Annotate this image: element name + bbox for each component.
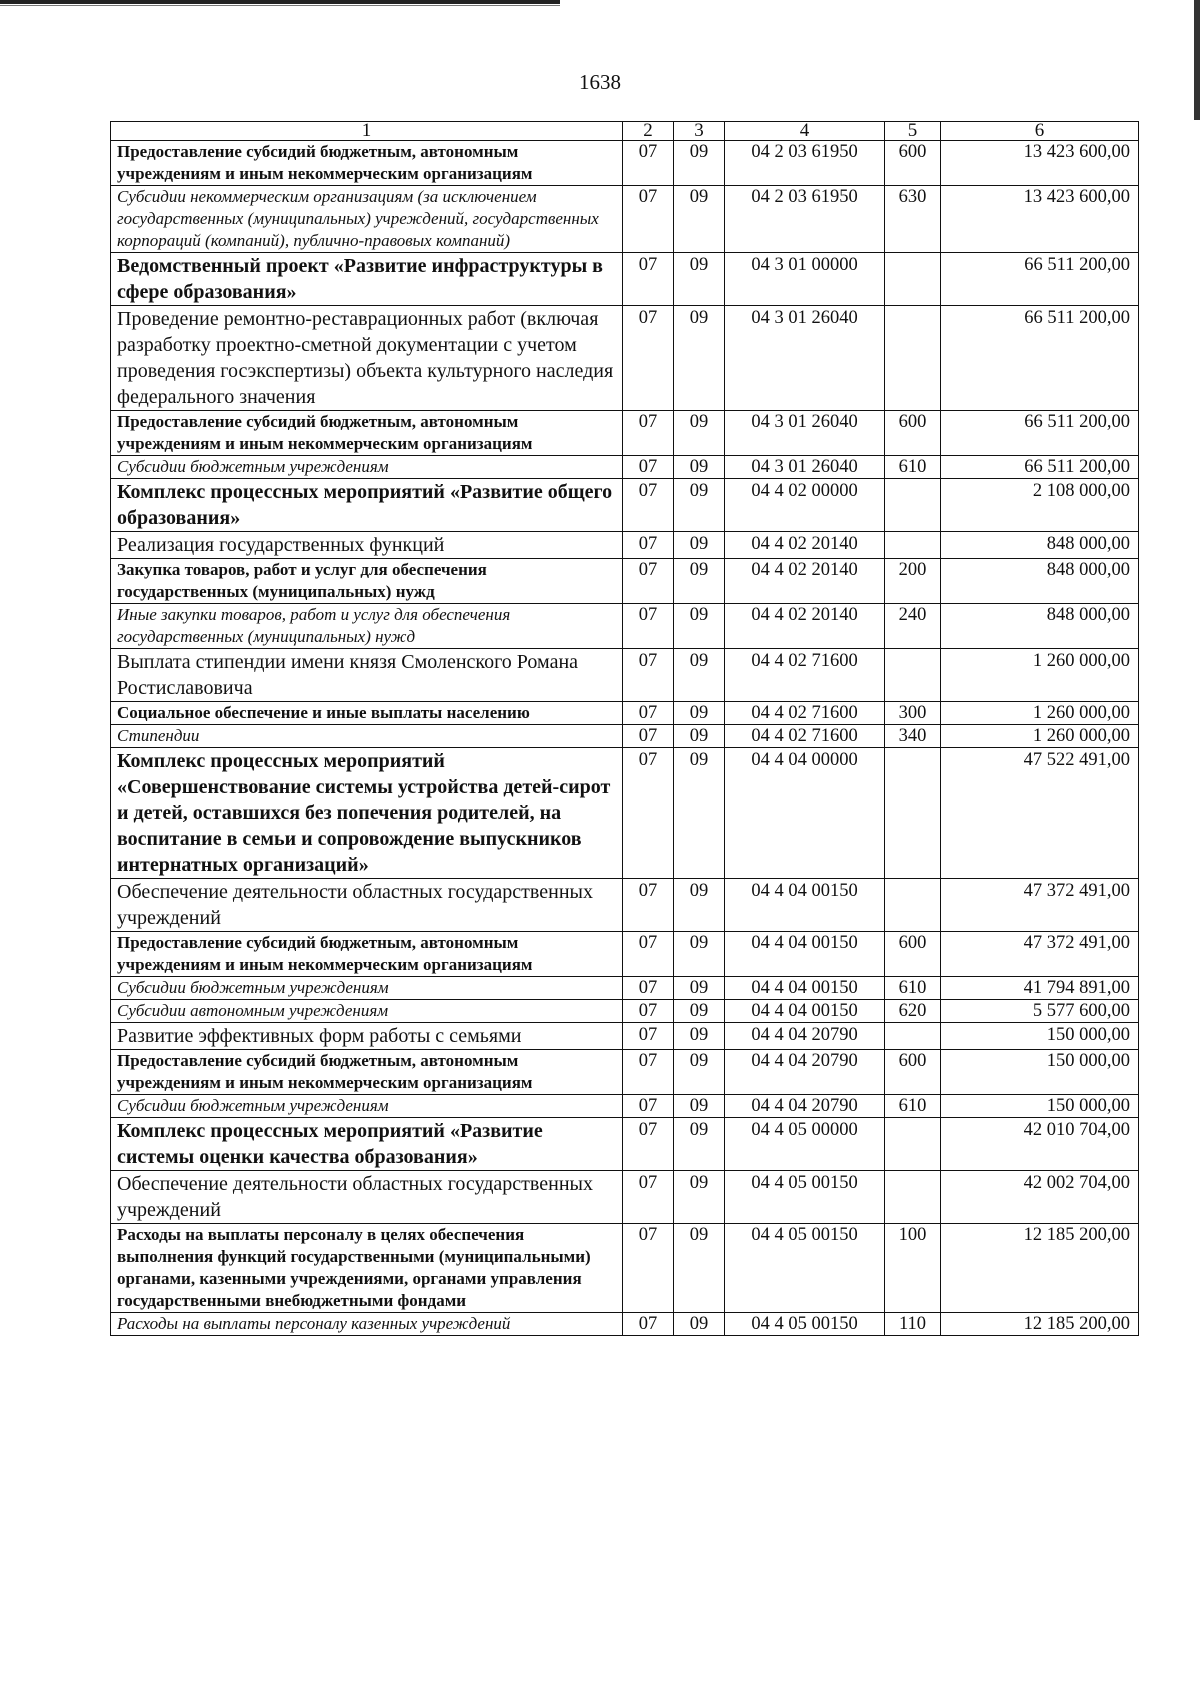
row-name: Субсидии бюджетным учреждениям xyxy=(111,977,623,1000)
table-row xyxy=(111,748,1139,879)
row-name: Комплекс процессных мероприятий «Развитие общего образования» xyxy=(111,479,623,532)
row-target-article: 04 4 02 71600 xyxy=(725,725,885,748)
row-name: Обеспечение деятельности областных государственных учреждений xyxy=(111,879,623,932)
row-section: 07 xyxy=(623,253,674,306)
row-amount: 66 511 200,00 xyxy=(941,306,1139,411)
row-amount: 848 000,00 xyxy=(941,559,1139,604)
row-amount: 13 423 600,00 xyxy=(941,141,1139,186)
row-amount: 66 511 200,00 xyxy=(941,456,1139,479)
row-subsection: 09 xyxy=(674,702,725,725)
row-subsection: 09 xyxy=(674,306,725,411)
table-row xyxy=(111,1224,1139,1313)
row-target-article: 04 4 04 20790 xyxy=(725,1023,885,1050)
row-amount: 47 372 491,00 xyxy=(941,879,1139,932)
row-section: 07 xyxy=(623,977,674,1000)
row-expense-type xyxy=(885,1118,941,1171)
scan-edge-top xyxy=(0,0,560,4)
row-amount: 66 511 200,00 xyxy=(941,411,1139,456)
row-target-article: 04 2 03 61950 xyxy=(725,141,885,186)
row-target-article: 04 4 04 20790 xyxy=(725,1050,885,1095)
row-section: 07 xyxy=(623,702,674,725)
row-expense-type: 610 xyxy=(885,977,941,1000)
table-row xyxy=(111,532,1139,559)
table-row xyxy=(111,479,1139,532)
table-row xyxy=(111,1313,1139,1336)
row-section: 07 xyxy=(623,725,674,748)
table-row xyxy=(111,253,1139,306)
row-target-article: 04 2 03 61950 xyxy=(725,186,885,253)
row-subsection: 09 xyxy=(674,1095,725,1118)
row-section: 07 xyxy=(623,141,674,186)
row-name: Обеспечение деятельности областных государственных учреждений xyxy=(111,1171,623,1224)
row-subsection: 09 xyxy=(674,411,725,456)
row-amount: 1 260 000,00 xyxy=(941,649,1139,702)
row-target-article: 04 4 04 00150 xyxy=(725,977,885,1000)
header-col-1: 1 xyxy=(111,122,623,141)
row-section: 07 xyxy=(623,456,674,479)
row-subsection: 09 xyxy=(674,649,725,702)
table-row xyxy=(111,977,1139,1000)
row-subsection: 09 xyxy=(674,479,725,532)
row-target-article: 04 3 01 26040 xyxy=(725,306,885,411)
row-target-article: 04 4 02 20140 xyxy=(725,559,885,604)
row-subsection: 09 xyxy=(674,1050,725,1095)
row-name: Субсидии некоммерческим организациям (за исключением государственных (муниципальных) учреждений, государственных корпораций (компаний), публично-правовых компаний) xyxy=(111,186,623,253)
row-section: 07 xyxy=(623,932,674,977)
row-amount: 150 000,00 xyxy=(941,1023,1139,1050)
row-section: 07 xyxy=(623,1171,674,1224)
row-subsection: 09 xyxy=(674,1118,725,1171)
row-subsection: 09 xyxy=(674,1313,725,1336)
row-amount: 47 372 491,00 xyxy=(941,932,1139,977)
row-amount: 13 423 600,00 xyxy=(941,186,1139,253)
table-row xyxy=(111,649,1139,702)
budget-table xyxy=(110,121,1139,1336)
row-amount: 12 185 200,00 xyxy=(941,1313,1139,1336)
row-expense-type: 600 xyxy=(885,1050,941,1095)
row-amount: 848 000,00 xyxy=(941,604,1139,649)
table-row xyxy=(111,306,1139,411)
row-expense-type: 240 xyxy=(885,604,941,649)
row-amount: 42 002 704,00 xyxy=(941,1171,1139,1224)
row-section: 07 xyxy=(623,532,674,559)
row-name: Предоставление субсидий бюджетным, автономным учреждениям и иным некоммерческим организациям xyxy=(111,1050,623,1095)
table-row xyxy=(111,1171,1139,1224)
row-expense-type: 610 xyxy=(885,1095,941,1118)
row-amount: 150 000,00 xyxy=(941,1050,1139,1095)
row-name: Субсидии бюджетным учреждениям xyxy=(111,456,623,479)
table-row xyxy=(111,411,1139,456)
row-subsection: 09 xyxy=(674,604,725,649)
row-subsection: 09 xyxy=(674,1171,725,1224)
row-expense-type: 110 xyxy=(885,1313,941,1336)
table-row xyxy=(111,186,1139,253)
row-subsection: 09 xyxy=(674,879,725,932)
row-amount: 42 010 704,00 xyxy=(941,1118,1139,1171)
row-expense-type: 610 xyxy=(885,456,941,479)
row-amount: 150 000,00 xyxy=(941,1095,1139,1118)
row-name: Предоставление субсидий бюджетным, автономным учреждениям и иным некоммерческим организациям xyxy=(111,141,623,186)
row-name: Ведомственный проект «Развитие инфраструктуры в сфере образования» xyxy=(111,253,623,306)
row-name: Развитие эффективных форм работы с семьями xyxy=(111,1023,623,1050)
row-expense-type: 340 xyxy=(885,725,941,748)
table-row xyxy=(111,1095,1139,1118)
row-target-article: 04 4 05 00000 xyxy=(725,1118,885,1171)
table-row xyxy=(111,702,1139,725)
row-name: Стипендии xyxy=(111,725,623,748)
row-expense-type xyxy=(885,748,941,879)
header-col-3: 3 xyxy=(674,122,725,141)
row-subsection: 09 xyxy=(674,532,725,559)
table-row xyxy=(111,1118,1139,1171)
row-target-article: 04 4 04 00000 xyxy=(725,748,885,879)
row-expense-type: 620 xyxy=(885,1000,941,1023)
row-subsection: 09 xyxy=(674,456,725,479)
row-section: 07 xyxy=(623,479,674,532)
header-col-6: 6 xyxy=(941,122,1139,141)
row-subsection: 09 xyxy=(674,1023,725,1050)
table-row xyxy=(111,725,1139,748)
table-row xyxy=(111,1023,1139,1050)
row-expense-type: 300 xyxy=(885,702,941,725)
row-name: Выплата стипендии имени князя Смоленского Романа Ростиславовича xyxy=(111,649,623,702)
row-name: Расходы на выплаты персоналу казенных учреждений xyxy=(111,1313,623,1336)
row-target-article: 04 4 02 20140 xyxy=(725,532,885,559)
row-target-article: 04 4 04 00150 xyxy=(725,1000,885,1023)
row-expense-type xyxy=(885,1171,941,1224)
table-row xyxy=(111,1000,1139,1023)
header-col-5: 5 xyxy=(885,122,941,141)
row-section: 07 xyxy=(623,411,674,456)
row-amount: 47 522 491,00 xyxy=(941,748,1139,879)
row-subsection: 09 xyxy=(674,559,725,604)
row-name: Иные закупки товаров, работ и услуг для обеспечения государственных (муниципальных) нужд xyxy=(111,604,623,649)
row-expense-type: 630 xyxy=(885,186,941,253)
row-expense-type xyxy=(885,649,941,702)
row-expense-type xyxy=(885,479,941,532)
row-subsection: 09 xyxy=(674,253,725,306)
row-section: 07 xyxy=(623,1095,674,1118)
row-name: Субсидии автономным учреждениям xyxy=(111,1000,623,1023)
row-section: 07 xyxy=(623,1050,674,1095)
table-row xyxy=(111,1050,1139,1095)
row-amount: 848 000,00 xyxy=(941,532,1139,559)
row-target-article: 04 4 04 20790 xyxy=(725,1095,885,1118)
row-amount: 66 511 200,00 xyxy=(941,253,1139,306)
row-name: Реализация государственных функций xyxy=(111,532,623,559)
row-expense-type: 100 xyxy=(885,1224,941,1313)
table-row xyxy=(111,141,1139,186)
row-expense-type xyxy=(885,532,941,559)
page-number: 1638 xyxy=(579,70,621,94)
row-target-article: 04 4 05 00150 xyxy=(725,1224,885,1313)
row-amount: 2 108 000,00 xyxy=(941,479,1139,532)
row-expense-type: 600 xyxy=(885,932,941,977)
row-name: Предоставление субсидий бюджетным, автономным учреждениям и иным некоммерческим организациям xyxy=(111,411,623,456)
row-section: 07 xyxy=(623,306,674,411)
row-target-article: 04 4 02 00000 xyxy=(725,479,885,532)
row-subsection: 09 xyxy=(674,186,725,253)
row-name: Комплекс процессных мероприятий «Развитие системы оценки качества образования» xyxy=(111,1118,623,1171)
row-section: 07 xyxy=(623,604,674,649)
row-target-article: 04 4 04 00150 xyxy=(725,879,885,932)
row-expense-type xyxy=(885,879,941,932)
row-subsection: 09 xyxy=(674,1000,725,1023)
scan-edge-right xyxy=(1194,0,1200,120)
row-target-article: 04 4 05 00150 xyxy=(725,1313,885,1336)
row-section: 07 xyxy=(623,1000,674,1023)
row-section: 07 xyxy=(623,879,674,932)
row-section: 07 xyxy=(623,1118,674,1171)
table-row xyxy=(111,932,1139,977)
row-expense-type: 600 xyxy=(885,141,941,186)
row-expense-type xyxy=(885,306,941,411)
row-target-article: 04 4 02 71600 xyxy=(725,649,885,702)
row-name: Комплекс процессных мероприятий «Совершенствование системы устройства детей-сирот и детей, оставшихся без попечения родителей, на воспитание в семьи и сопровождение выпускников интернатных организаций» xyxy=(111,748,623,879)
row-section: 07 xyxy=(623,559,674,604)
row-section: 07 xyxy=(623,186,674,253)
row-subsection: 09 xyxy=(674,725,725,748)
row-section: 07 xyxy=(623,1313,674,1336)
row-expense-type xyxy=(885,1023,941,1050)
header-col-2: 2 xyxy=(623,122,674,141)
row-amount: 1 260 000,00 xyxy=(941,725,1139,748)
row-amount: 1 260 000,00 xyxy=(941,702,1139,725)
row-target-article: 04 3 01 26040 xyxy=(725,456,885,479)
row-name: Закупка товаров, работ и услуг для обеспечения государственных (муниципальных) нужд xyxy=(111,559,623,604)
row-amount: 5 577 600,00 xyxy=(941,1000,1139,1023)
row-subsection: 09 xyxy=(674,932,725,977)
row-name: Предоставление субсидий бюджетным, автономным учреждениям и иным некоммерческим организациям xyxy=(111,932,623,977)
row-expense-type: 200 xyxy=(885,559,941,604)
row-expense-type: 600 xyxy=(885,411,941,456)
row-target-article: 04 3 01 26040 xyxy=(725,411,885,456)
row-subsection: 09 xyxy=(674,977,725,1000)
row-target-article: 04 4 04 00150 xyxy=(725,932,885,977)
row-target-article: 04 4 02 20140 xyxy=(725,604,885,649)
row-subsection: 09 xyxy=(674,141,725,186)
row-name: Расходы на выплаты персоналу в целях обеспечения выполнения функций государственными (муниципальными) органами, казенными учреждениями, органами управления государственными внебюджетными фондами xyxy=(111,1224,623,1313)
table-row xyxy=(111,559,1139,604)
row-target-article: 04 4 02 71600 xyxy=(725,702,885,725)
row-section: 07 xyxy=(623,748,674,879)
row-subsection: 09 xyxy=(674,1224,725,1313)
table-row xyxy=(111,456,1139,479)
row-target-article: 04 4 05 00150 xyxy=(725,1171,885,1224)
table-row xyxy=(111,879,1139,932)
row-name: Субсидии бюджетным учреждениям xyxy=(111,1095,623,1118)
row-section: 07 xyxy=(623,1224,674,1313)
row-amount: 12 185 200,00 xyxy=(941,1224,1139,1313)
row-name: Социальное обеспечение и иные выплаты населению xyxy=(111,702,623,725)
header-col-4: 4 xyxy=(725,122,885,141)
table-row xyxy=(111,604,1139,649)
row-expense-type xyxy=(885,253,941,306)
row-target-article: 04 3 01 00000 xyxy=(725,253,885,306)
row-name: Проведение ремонтно-реставрационных работ (включая разработку проектно-сметной документации с учетом проведения госэкспертизы) объекта культурного наследия федерального значения xyxy=(111,306,623,411)
row-subsection: 09 xyxy=(674,748,725,879)
row-amount: 41 794 891,00 xyxy=(941,977,1139,1000)
table-header-row xyxy=(111,122,1139,141)
row-section: 07 xyxy=(623,1023,674,1050)
scan-edge-top-thin xyxy=(0,5,560,6)
row-section: 07 xyxy=(623,649,674,702)
